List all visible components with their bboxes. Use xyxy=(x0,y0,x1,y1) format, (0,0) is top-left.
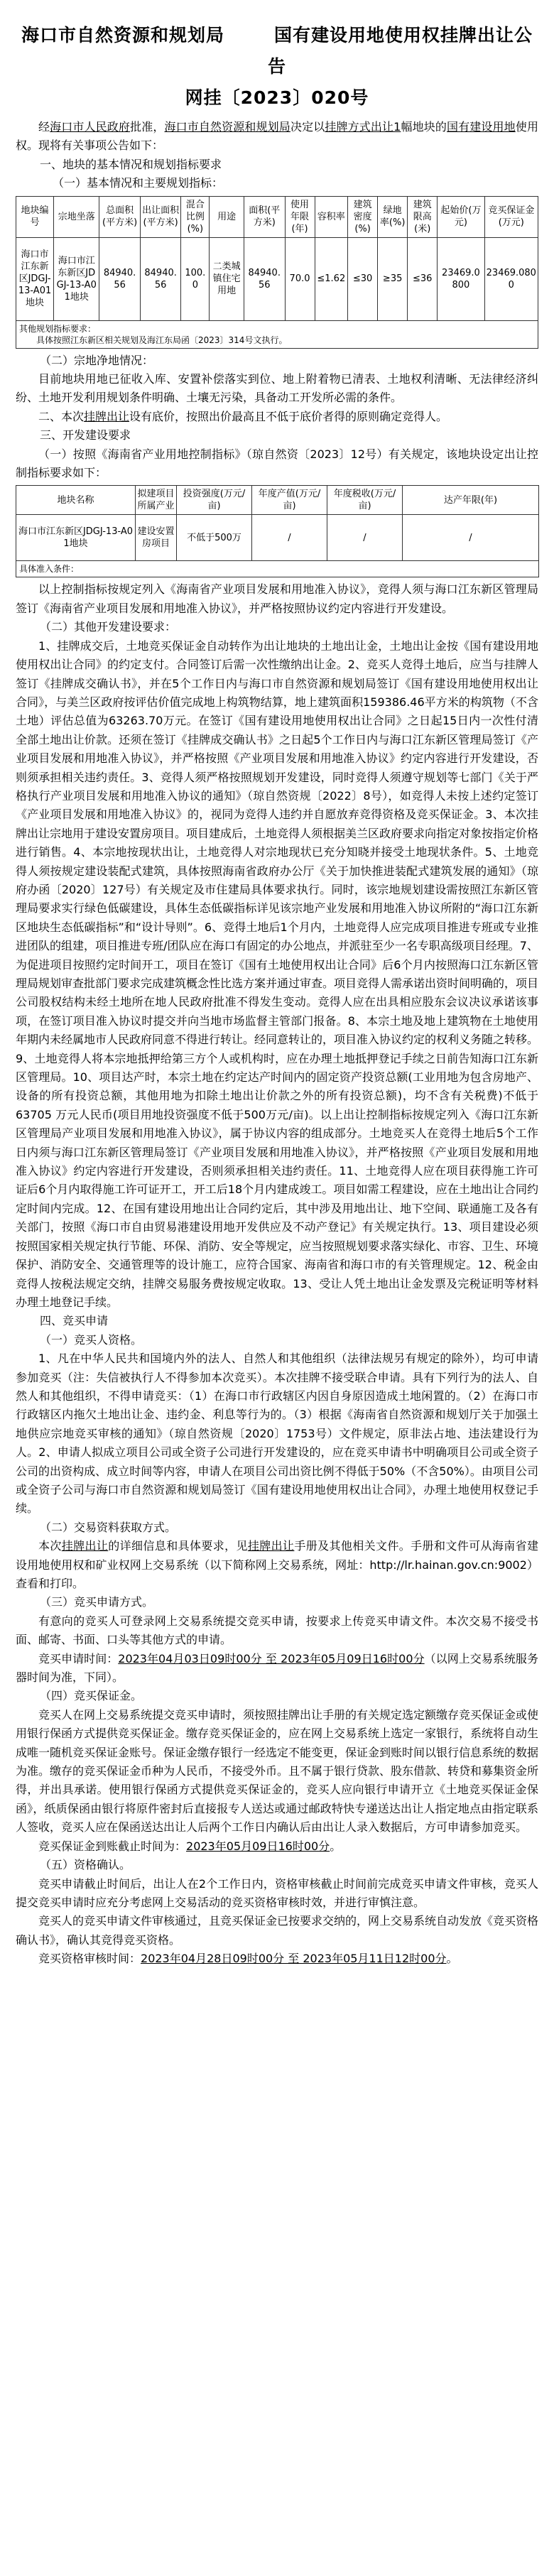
col-header: 用途 xyxy=(210,196,244,237)
col-header: 容积率 xyxy=(315,196,347,237)
table-cell: 建设安置房项目 xyxy=(136,515,177,561)
table-cell: 100.0 xyxy=(181,237,210,320)
net-land-paragraph: 目前地块用地已征收入库、安置补偿落实到位、地上附着物已清表、土地权利清晰、无法律经济纠纷、土地开发利用规划条件明确、土壤无污染，具备动工开发所必需的条件。 xyxy=(16,372,538,405)
application-method-paragraph: 有意向的竞买人可登录网上交易系统提交竞买申请，按要求上传竞买申请文件。本次交易不接受书面、邮寄、书面、口头等其他方式的申请。 xyxy=(16,1614,538,1647)
section-4-1-heading: （一）竞买人资格。 xyxy=(40,1332,143,1347)
table-cell: 84940.56 xyxy=(244,237,285,320)
bidder-qualification-paragraph: 1、凡在中华人民共和国境内外的法人、自然人和其他组织（法律法规另有规定的除外），均可申请参加竞买（注：失信被执行人不得参加本次竞买）。本次挂牌不接受联合申请。具有下列行为的法人、自然人和其他组织，不得申请竞买：（1）在海口市行政辖区内因自身原因造成土地闲置的。（2）在海口市行政辖区内拖欠土地出让金、违约金、利息等行为的。（3）根据《海南省自然资源和规划厅关于加强土地供应宗地竞买审核的通知》（琼自然资规〔2020〕1753号）文件规定，原非法占地、违法建设行为人。2、申请人拟成立项目公司或全资子公司进行开发建设的，应在竞买申请书中明确项目公司或全资子公司的出资构成、成立时间等内容，申请人在项目公司出资比例不得低于50%（不含50%）。由项目公司或全资子公司与海口市自然资源和规划局签订《国有建设用地使用权出让合同》，办理土地使用权登记手续。 xyxy=(16,1352,538,1516)
col-header: 总面积(平方米) xyxy=(99,196,141,237)
col-header: 拟建项目所属产业 xyxy=(136,486,177,515)
development-requirements-paragraph: 1、挂牌成交后，土地竞买保证金自动转作为出让地块的土地出让金，土地出让金按《国有建设用地使用权出让合同》的约定支付。合同签订后需一次性缴纳出让金。2、竞买人竞得土地后，应当与挂牌人签订《挂牌成交确认书》，并在5个工作日内与海口市自然资源和规划局签订《国有建设用地使用权出让合同》，与美兰区政府按评估价值完成地上构筑物结算，地上建筑面积159386.46平方米的构筑物（不含土地）评估总值为63263.70万元。在签订《国有建设用地使用权出让合同》之日起15日内一次性付清全部土地出让价款。还须在签订《挂牌成交确认书》之日起5个工作日内与海口江东新区管理局签订《产业项目发展和用地准入协议》，并严格按照《产业项目发展和用地准入协议》约定内容进行开发建设，否则须承担相关违约责任。3、竞得人须严格按照规划开发建设，同时竞得人须遵守规划等七部门《关于严格执行产业项目发展和用地准入协议的通知》（琼自然资规〔2022〕8号），如竞得人未按上述约定签订《产业项目发展和用地准入协议》的，视同为竞得人违约并自愿放弃竞得资格及竞买保证金。3、本次挂牌出让宗地用于建设安置房项目。项目建成后，土地竞得人须根据美兰区政府要求向指定对象按指定价格进行销售。4、本宗地按现状出让，土地竞得人对宗地现状已充分知晓并接受土地现状条件。5、土地竞得人须按规定建设装配式建筑，具体按照海南省政府办公厅《关于加快推进装配式建筑发展的通知》（琼府办函〔2020〕127号）有关规定及市住建局具体要求执行。同时，该宗地规划建设需按照江东新区管理局要求实行绿色低碳建设，具体生态低碳指标详见该宗地产业发展和用地准入协议所附的“海口江东新区地块生态低碳指标”和“设计导则”。6、竞得土地后1个月内，土地竞得人应完成项目推进专班或专业推进团队的组建，项目推进专班/团队应在海口有固定的办公地点，并派驻至少一名专职高级项目经理。7、为促进项目按照约定时间开工，项目在签订《国有土地使用权出让合同》后6个月内按照海口江东新区管理局规划审查批部门要求完成建筑概念性比选方案并通过审查。项目竞得人需承诺出资时间明确的，项目公司股权结构未经土地所在地人民政府批准不得发生变动。竞得人应在出具相应股东会议决议承诺该事项，在签订项目准入协议时提交并向当地市场监督主管部门报备。8、本宗土地及地上建筑物在土地使用年期内未经属地市人民政府同意不得进行转让。经同意转让的，项目准入协议约定的权利义务随之转移。9、土地竞得人将本宗地抵押给第三方个人或机构时，应在办理土地抵押登记手续之日前告知海口江东新区管理局。10、项目达产时，本宗土地在约定达产时间内的固定资产投资总额(工业用地为包含房地产、设备的所有投资总额，其他用地为扣除土地出让价款之外的所有投资总额)，均不含有关税费)不低于 63705 万元人民币(项目用地投资强度不低于500万元/亩)。以上出让控制指标按规定列入《海口江东新区管理局产业项目发展和用地准入协议》，属于协议内容的组成部分。土地竞买人在竞得土地后5个工作日内须与海口江东新区管理局签订《产业项目发展和用地准入协议》，并严格按照《产业项目发展和用地准入协议》约定内容进行开发建设，否则须承担相关违约责任。11、土地竞得人应在项目获得施工许可证后6个月内取得施工许可证开工，开工后18个月内建成竣工。项目如需工程建设，应在土地出让合同约定时间内完成。12、在国有建设用地出让合同约定后，其中涉及用地出让、地下空间、联通施工及各有关部门，按照《海口市自由贸易港建设用地开发供应及不动产登记》有关规定执行。13、项目建设必须按照国家相关规定执行节能、环保、消防、安全等规定，应当按照规划要求落实绿化、市容、卫生、环境保护、消防安全、交通管理等的设计施工，应符合国家、海南省和海口市的有关管理规定。12、税金由竞得人按税法规定交纳，挂牌交易服务费按规定收取。13、受让人凭土地出让金发票及完税证明等材料办理土地登记手续。 xyxy=(16,638,539,1309)
intro-paragraph: 经海口市人民政府批准，海口市自然资源和规划局决定以挂牌方式出让1幅地块的国有建设用地使用权。现将有关事项公告如下： xyxy=(16,120,538,153)
note-title: 其他规划指标要求： xyxy=(19,323,97,334)
table-note-row xyxy=(16,561,539,577)
land-type: 国有建设用地 xyxy=(447,120,516,134)
table-cell: ≤1.62 xyxy=(315,237,347,320)
col-header: 年度税收(万元/亩) xyxy=(327,486,403,515)
table-cell: 海口市江东新区JDGJ-13-A01地块 xyxy=(54,237,99,320)
section-4-2-heading: （二）交易资料获取方式。 xyxy=(40,1520,177,1534)
table-cell: 84940.56 xyxy=(140,237,181,320)
table-cell: 二类城镇住宅用地 xyxy=(210,237,244,320)
col-header: 建筑限高(米) xyxy=(408,196,438,237)
table-cell: ≤30 xyxy=(348,237,378,320)
section-1-1-heading: （一）基本情况和主要规划指标： xyxy=(53,176,224,190)
document-access-paragraph: 本次挂牌出让的详细信息和具体要求，见挂牌出让手册及其他相关文件。手册和文件可从海南省建设用地使用权和矿业权网上交易系统（以下简称网上交易系统，网址：http://lr.hainan.gov.cn:9002）查看和打印。 xyxy=(16,1539,538,1590)
transfer-method: 挂牌方式出让1 xyxy=(325,120,401,134)
table-row xyxy=(16,515,539,561)
col-header: 建筑密度(%) xyxy=(348,196,378,237)
table-header-row xyxy=(16,486,539,515)
announcement-type-title: 国有建设用地使用权挂牌出让公告 xyxy=(267,25,533,77)
issuing-bureau: 海口市自然资源和规划局 xyxy=(164,120,290,134)
review-time-paragraph: 竞买资格审核时间：2023年04月28日09时00分 至 2023年05月11日12时00分。 xyxy=(38,1952,458,1966)
table-cell: 70.0 xyxy=(285,237,315,320)
col-header: 绿地率(%) xyxy=(378,196,408,237)
listing-transfer-term: 挂牌出让 xyxy=(84,409,130,423)
section-4-heading: 四、竞买申请 xyxy=(40,1314,109,1328)
deposit-deadline: 2023年05月09日16时00分 xyxy=(186,1839,330,1853)
qualification-review-paragraph: 竞买申请截止时间后，出让人在2个工作日内，资格审核截止时间前完成竞买申请文件审核，竞买人提交竞买申请时应充分考虑网上交易活动的竞买资格审核时效，并进行审慎注意。 xyxy=(16,1876,538,1909)
section-4-4-heading: （四）竞买保证金。 xyxy=(40,1689,143,1703)
table-note-row xyxy=(16,320,538,348)
control-indicator-paragraph: 以上控制指标按规定列入《海南省产业项目发展和用地准入协议》，竞得人须与海口江东新区管理局签订《海南省产业项目发展和用地准入协议》，并严格按照协议约定内容进行开发建设。 xyxy=(16,582,538,615)
section-3-1-paragraph: （一）按照《海南省产业用地控制指标》（琼自然资〔2023〕12号）有关规定，该地块设定出让控制指标要求如下： xyxy=(16,447,538,480)
table-cell: / xyxy=(327,515,403,561)
table-cell: 海口市江东新区JDGJ-13-A01地块 xyxy=(16,515,136,561)
col-header: 达产年限(年) xyxy=(403,486,539,515)
table-cell: / xyxy=(252,515,327,561)
table-cell: 84940.56 xyxy=(99,237,141,320)
section-4-3-heading: （三）竞买申请方式。 xyxy=(40,1595,154,1609)
col-header: 宗地坐落 xyxy=(54,196,99,237)
col-header: 出让面积(平方米) xyxy=(140,196,181,237)
section-1-2-heading: （二）宗地净地情况： xyxy=(40,353,154,367)
col-header: 起始价(万元) xyxy=(438,196,484,237)
table-cell: 23469.0800 xyxy=(438,237,484,320)
listing-transfer-term: 挂牌出让 xyxy=(61,1539,109,1553)
table-cell: ≥35 xyxy=(378,237,408,320)
table-cell: 海口市江东新区JDGJ-13-A01地块 xyxy=(16,237,54,320)
review-time-range: 2023年04月28日09时00分 至 2023年05月11日12时00分 xyxy=(141,1952,447,1966)
table-cell: 23469.0800 xyxy=(484,237,538,320)
col-header: 地块名称 xyxy=(16,486,136,515)
section-1-heading: 一、地块的基本情况和规划指标要求 xyxy=(40,157,222,171)
section-2-paragraph: 二、本次挂牌出让设有底价，按照出价最高且不低于底价者得的原则确定竞得人。 xyxy=(38,409,448,423)
section-4-5-heading: （五）资格确认。 xyxy=(40,1858,131,1872)
note-text: 具体按照江东新区相关规划及海江东局函〔2023〕314号文执行。 xyxy=(36,335,288,345)
application-time-paragraph: 竞买申请时间：2023年04月03日09时00分 至 2023年05月09日16时00分（以网上交易系统服务器时间为准，下同）。 xyxy=(16,1651,538,1685)
qualification-certificate-paragraph: 竞买人的竞买申请文件审核通过，且竞买保证金已按要求交纳的，网上交易系统自动发放《竞买资格确认书》，确认其竞得竞买资格。 xyxy=(16,1914,539,1947)
approving-government: 海口市人民政府 xyxy=(50,120,131,134)
bureau-title: 海口市自然资源和规划局 xyxy=(21,25,224,45)
industry-indicator-table xyxy=(16,485,539,577)
col-header: 面积(平方米) xyxy=(244,196,285,237)
admission-conditions-cell: 具体准入条件： xyxy=(16,561,539,577)
document-number: 网挂〔2023〕020号 xyxy=(185,87,369,108)
col-header: 地块编号 xyxy=(16,196,54,237)
listing-transfer-term: 挂牌出让 xyxy=(247,1539,295,1553)
col-header: 混合比例(%) xyxy=(181,196,210,237)
col-header: 竞买保证金(万元) xyxy=(484,196,538,237)
land-parcel-table xyxy=(16,196,538,349)
table-cell: / xyxy=(403,515,539,561)
deposit-deadline-paragraph: 竞买保证金到账截止时间为：2023年05月09日16时00分。 xyxy=(38,1839,342,1853)
table-cell: ≤36 xyxy=(408,237,438,320)
table-row xyxy=(16,237,538,320)
section-3-2-heading: （二）其他开发建设要求： xyxy=(40,620,177,634)
table-cell: 不低于500万 xyxy=(177,515,252,561)
section-3-heading: 三、开发建设要求 xyxy=(40,428,131,442)
announcement-title xyxy=(16,20,538,82)
table-note-cell xyxy=(16,320,538,348)
deposit-paragraph: 竞买人在网上交易系统提交竞买申请时，须按照挂牌出让手册的有关规定选定额缴存竞买保证金或使用银行保函方式提供竞买保证金。缴存竞买保证金的，应在网上交易系统上选定一家银行，系统将自动生成唯一随机竞买保证金账号。保证金缴存银行一经选定不能变更，保证金到账时间以银行信息系统的数据为准。缴存的竞买保证金币种为人民币，不接受外币。且不属于银行贷款、股东借款、转贷和募集资金所得，并出具承诺。使用银行保函方式提供竞买保证金的，竞买人应向银行申请开立《土地竞买保证金保函》，纸质保函由银行将原件密封后直接报专人送达或通过邮政特快专递送达出让人指定地点由指定联系人签收，竞买人应在保函送达出让人后两个工作日内确认后由出让人录入数据后，方可申请参加竞买。 xyxy=(16,1707,539,1835)
col-header: 投资强度(万元/亩) xyxy=(177,486,252,515)
table-header-row xyxy=(16,196,538,237)
col-header: 年度产值(万元/亩) xyxy=(252,486,327,515)
application-time-range: 2023年04月03日09时00分 至 2023年05月09日16时00分 xyxy=(118,1651,425,1665)
col-header: 使用年限(年) xyxy=(285,196,315,237)
